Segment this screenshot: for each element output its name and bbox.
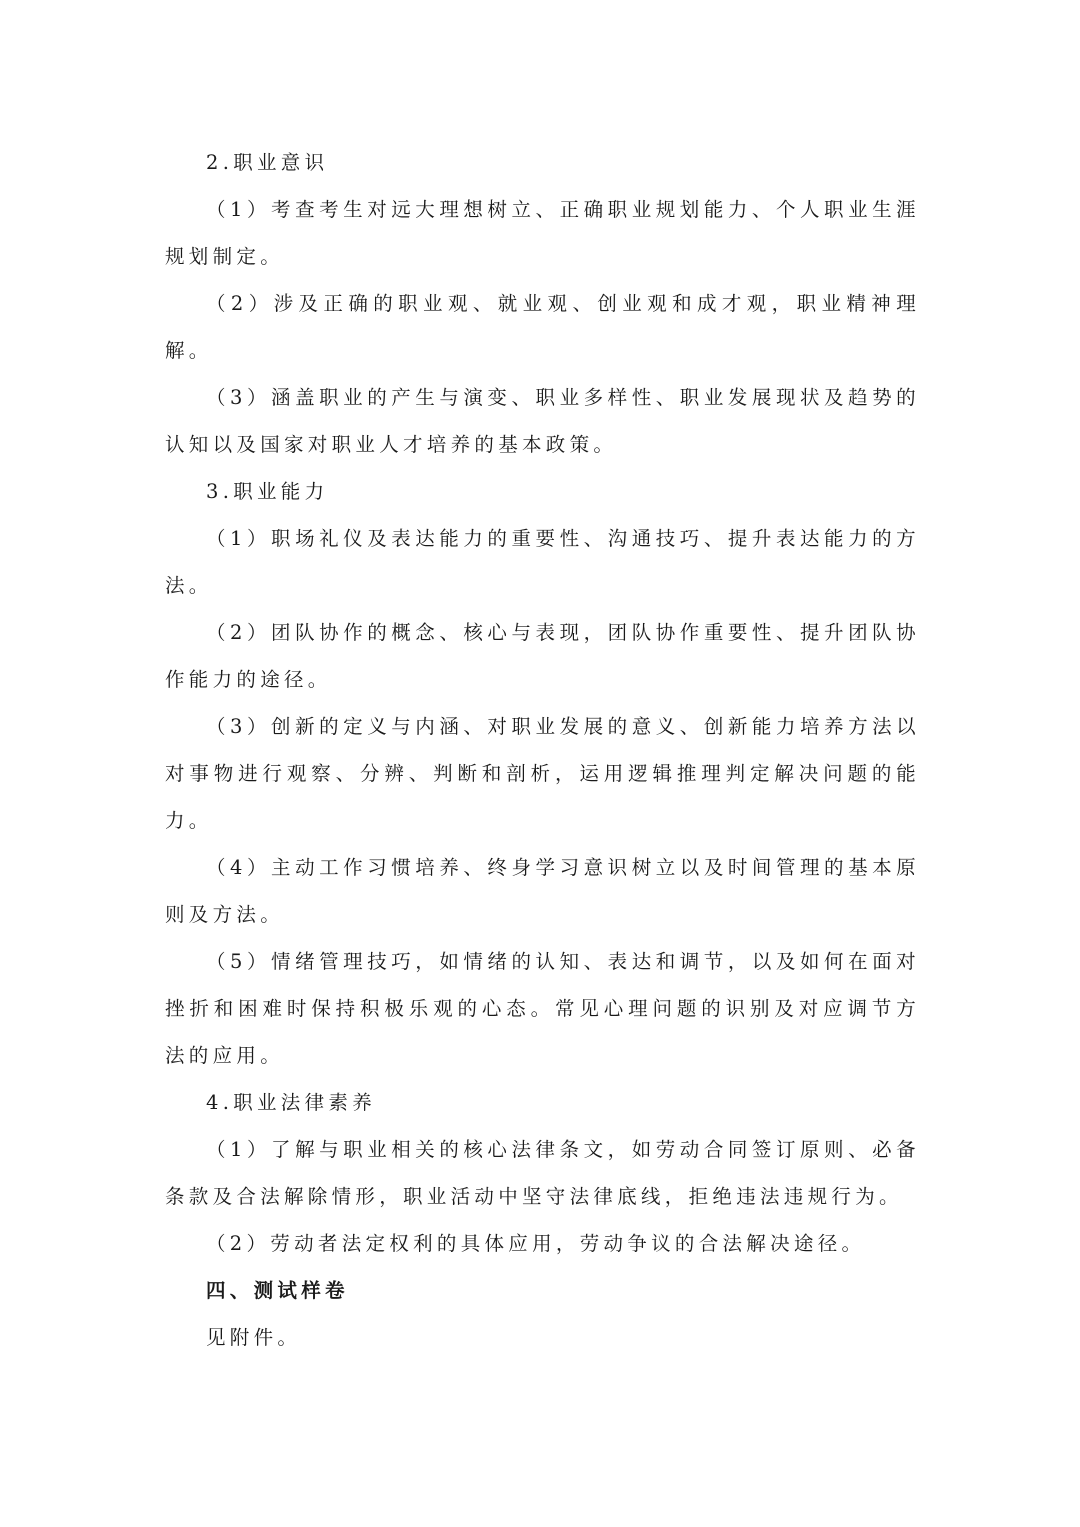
- paragraph: （1）考查考生对远大理想树立、正确职业规划能力、个人职业生涯规划制定。: [165, 198, 920, 268]
- paragraph-see-attachment: 见附件。: [206, 1326, 302, 1349]
- subheading-career-awareness: 2.职业意识: [206, 151, 329, 174]
- paragraph: （4）主动工作习惯培养、终身学习意识树立以及时间管理的基本原则及方法。: [165, 856, 920, 926]
- paragraph: （5）情绪管理技巧，如情绪的认知、表达和调节，以及如何在面对挫折和困难时保持积极乐观的心态。常见心理问题的识别及对应调节方法的应用。: [165, 950, 920, 1067]
- paragraph: （1）了解与职业相关的核心法律条文，如劳动合同签订原则、必备条款及合法解除情形，职业活动中坚守法律底线，拒绝违法违规行为。: [165, 1138, 920, 1208]
- paragraph: （3）涵盖职业的产生与演变、职业多样性、职业发展现状及趋势的认知以及国家对职业人才培养的基本政策。: [165, 386, 920, 456]
- subheading-legal-literacy: 4.职业法律素养: [206, 1091, 377, 1114]
- paragraph: （2）团队协作的概念、核心与表现，团队协作重要性、提升团队协作能力的途径。: [165, 621, 920, 691]
- section-heading-sample-test: 四、测试样卷: [206, 1279, 349, 1302]
- document-body: [165, 139, 920, 1361]
- paragraph: （1）职场礼仪及表达能力的重要性、沟通技巧、提升表达能力的方法。: [165, 527, 920, 597]
- paragraph: （3）创新的定义与内涵、对职业发展的意义、创新能力培养方法以对事物进行观察、分辨、判断和剖析，运用逻辑推理判定解决问题的能力。: [165, 715, 920, 832]
- paragraph: （2）涉及正确的职业观、就业观、创业观和成才观，职业精神理解。: [165, 292, 920, 362]
- subheading-career-ability: 3.职业能力: [206, 480, 329, 503]
- paragraph: （2）劳动者法定权利的具体应用，劳动争议的合法解决途径。: [206, 1232, 866, 1255]
